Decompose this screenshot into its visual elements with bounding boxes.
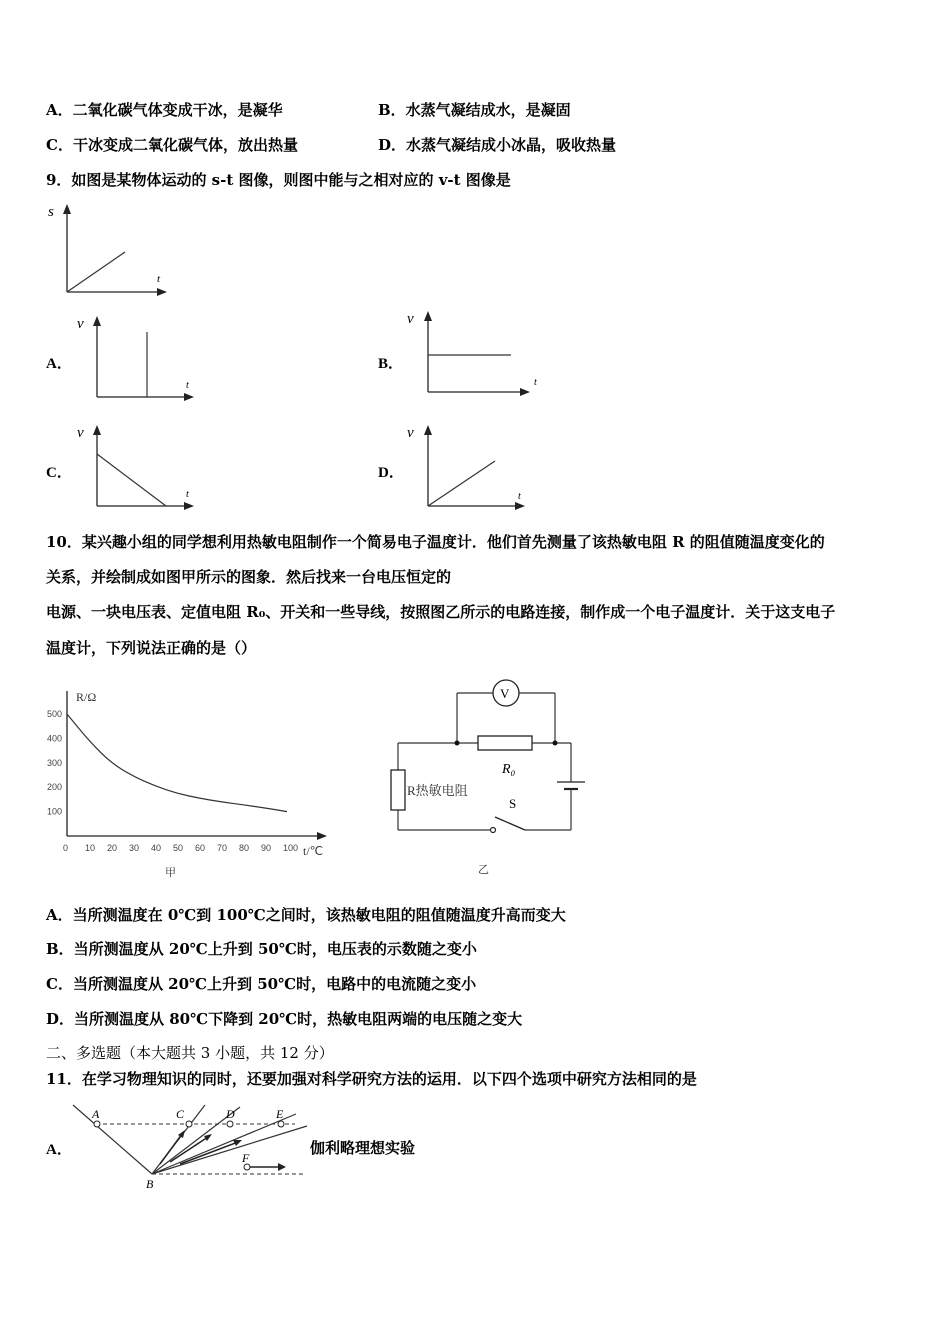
circuit-caption: 乙: [478, 864, 489, 876]
q11-option-a-label: A．: [46, 1142, 72, 1158]
chart-x-tick: 80: [239, 843, 250, 853]
resistance-temperature-chart: [40, 683, 340, 883]
chart-x-tick: 90: [261, 843, 272, 853]
svg-text:C: C: [176, 1107, 185, 1121]
st-y-label: s: [48, 204, 54, 220]
switch-icon: [495, 817, 525, 830]
svg-text:t: t: [518, 491, 521, 502]
chart-x-tick: 40: [151, 843, 162, 853]
svg-text:v: v: [77, 316, 84, 332]
q9-option-a-label: A．: [46, 356, 72, 372]
svg-text:v: v: [407, 311, 414, 327]
svg-text:t: t: [186, 489, 189, 500]
q10-stem-line2: 关系，并绘制成如图甲所示的图象．然后找来一台电压恒定的: [46, 568, 452, 586]
q9-option-c-label: C．: [46, 465, 72, 481]
q10-stem-line3: 电源、一块电压表、定值电阻 R₀、开关和一些导线，按照图乙所示的电路连接，制作成一个电子温度计．关于这支电子: [46, 603, 836, 621]
chart-series-line: [67, 714, 287, 812]
q9-st-graph: [40, 200, 170, 300]
chart-x-tick: 50: [173, 843, 184, 853]
q10-option-d: D．当所测温度从 80℃下降到 20℃时，热敏电阻两端的电压随之变大: [46, 1010, 523, 1028]
chart-x-tick: 60: [195, 843, 206, 853]
q10-option-a: A．当所测温度在 0℃到 100℃之间时，该热敏电阻的阻值随温度升高而变大: [46, 906, 566, 924]
svg-text:D: D: [226, 1107, 235, 1121]
thermistor-label: R热敏电阻: [407, 783, 468, 798]
q9-stem: 9．如图是某物体运动的 s-t 图像，则图中能与之相对应的 v-t 图像是: [46, 171, 511, 189]
svg-text:V: V: [500, 686, 510, 701]
svg-text:t: t: [186, 380, 189, 391]
chart-y-tick: 100: [47, 806, 63, 817]
svg-text:v: v: [77, 425, 84, 441]
chart-x-label: t/℃: [303, 844, 324, 858]
q11-stem: 11．在学习物理知识的同时，还要加强对科学研究方法的运用．以下四个选项中研究方法相同的是: [46, 1070, 697, 1088]
q8-option-c: C．干冰变成二氧化碳气体，放出热量: [46, 136, 298, 154]
q9-vt-graph-a: [74, 312, 204, 412]
chart-x-tick: 20: [107, 843, 118, 853]
q9-vt-graph-b: [403, 307, 553, 407]
q11-option-a-text: 伽利略理想实验: [310, 1139, 416, 1157]
q10-option-b: B．当所测温度从 20℃上升到 50℃时，电压表的示数随之变小: [46, 940, 477, 958]
resistor-r0-icon: [478, 736, 532, 750]
galileo-experiment-diagram: [70, 1102, 310, 1192]
thermistor-icon: [391, 770, 405, 810]
svg-text:v: v: [407, 425, 414, 441]
q8-option-d: D．水蒸气凝结成小冰晶，吸收热量: [378, 136, 617, 154]
chart-x-tick: 70: [217, 843, 228, 853]
q10-stem-line1: 10．某兴趣小组的同学想利用热敏电阻制作一个简易电子温度计．他们首先测量了该热敏电阻 R 的阻值随温度变化的: [46, 533, 825, 551]
switch-label: S: [509, 796, 517, 811]
svg-text:B: B: [146, 1177, 154, 1191]
chart-y-tick: 400: [47, 733, 63, 744]
chart-y-tick: 300: [47, 757, 63, 768]
q9-option-d-label: D．: [378, 465, 404, 481]
chart-y-tick: 500: [47, 709, 63, 719]
chart-y-label: R/Ω: [76, 690, 97, 704]
q8-option-b: B．水蒸气凝结成水，是凝固: [378, 101, 571, 119]
chart-y-tick: 200: [47, 782, 63, 793]
section-heading: 二、多选题（本大题共 3 小题，共 12 分）: [46, 1044, 334, 1062]
st-x-label: t: [157, 273, 161, 285]
q9-vt-graph-c: [74, 421, 204, 521]
svg-text:F: F: [242, 1151, 250, 1165]
chart-caption: 甲: [165, 867, 176, 879]
q10-stem-line4: 温度计，下列说法正确的是（）: [46, 639, 257, 657]
r0-label: R₀: [502, 762, 516, 777]
q8-option-a: A．二氧化碳气体变成干冰，是凝华: [46, 101, 283, 119]
svg-text:A: A: [92, 1107, 100, 1121]
q9-option-b-label: B．: [378, 356, 404, 372]
svg-text:E: E: [276, 1107, 284, 1121]
circuit-diagram: [385, 677, 595, 877]
chart-x-tick: 10: [85, 843, 96, 853]
chart-x-tick: 0: [63, 843, 69, 853]
q9-vt-graph-d: [403, 421, 543, 521]
chart-x-tick: 30: [129, 843, 140, 853]
svg-text:t: t: [534, 377, 537, 388]
chart-x-tick: 100: [283, 843, 299, 853]
q10-option-c: C．当所测温度从 20℃上升到 50℃时，电路中的电流随之变小: [46, 975, 477, 993]
